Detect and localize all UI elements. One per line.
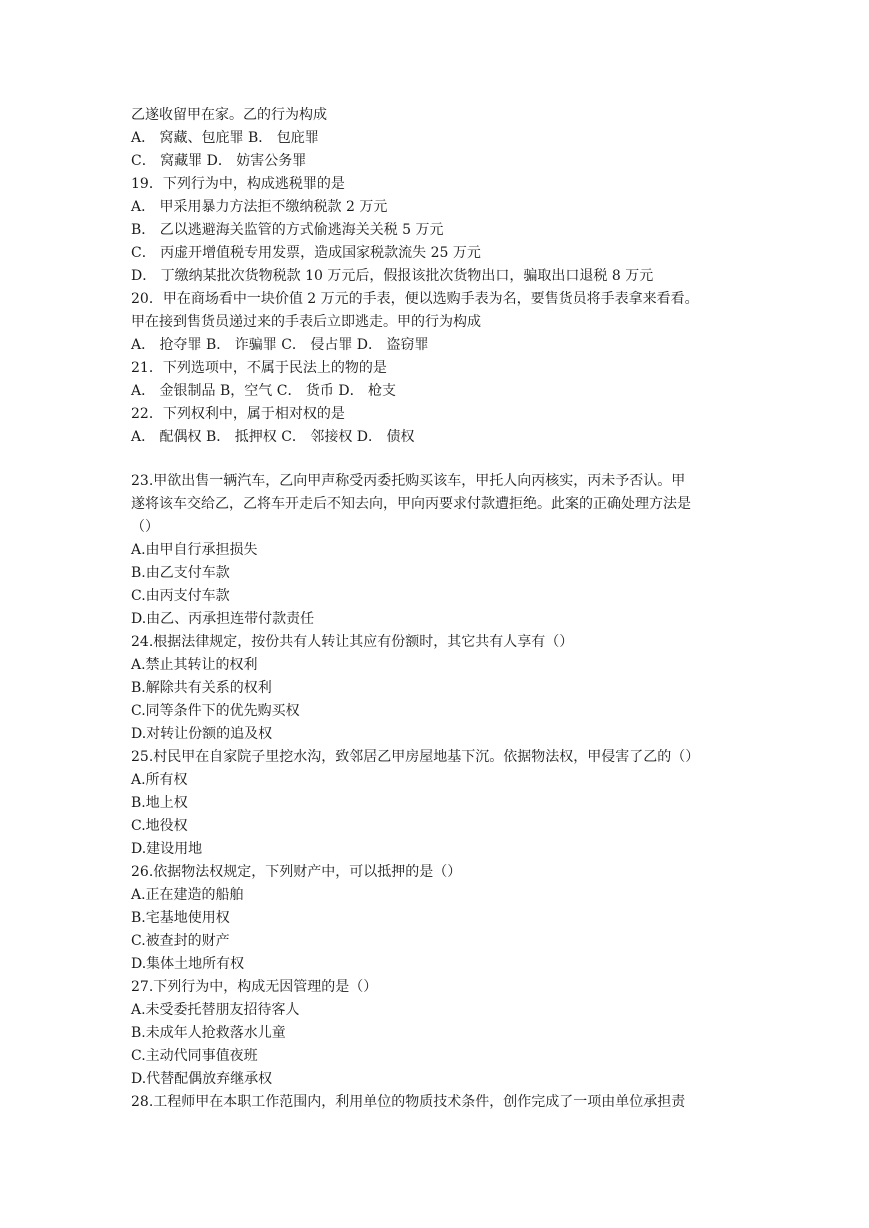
- question-20: 20．甲在商场看中一块价值 2 万元的手表，便以选购手表为名，要售货员将手表拿来看看。: [131, 291, 699, 307]
- text-line: 乙遂收留甲在家。乙的行为构成: [131, 107, 327, 123]
- question-23-option-c: C.由丙支付车款: [131, 588, 230, 604]
- question-27-option-d: D.代替配偶放弃继承权: [131, 1071, 273, 1087]
- question-26-option-d: D.集体土地所有权: [131, 956, 245, 972]
- question-22: 22．下列权利中，属于相对权的是: [131, 406, 345, 422]
- question-23-option-b: B.由乙支付车款: [131, 565, 230, 581]
- question-21-options: A． 金银制品 B，空气 C． 货币 D． 枪支: [131, 383, 397, 399]
- document-body: [131, 104, 743, 1114]
- question-26-option-b: B.宅基地使用权: [131, 910, 230, 926]
- question-27-option-a: A.未受委托替朋友招待客人: [131, 1002, 300, 1018]
- question-20-cont: 甲在接到售货员递过来的手表后立即逃走。甲的行为构成: [131, 314, 481, 330]
- question-26: 26.依据物法权规定，下列财产中，可以抵押的是（）: [131, 864, 462, 880]
- question-21: 21．下列选项中，不属于民法上的物的是: [131, 360, 387, 376]
- question-26-option-a: A.正在建造的船舶: [131, 887, 244, 903]
- question-27-option-c: C.主动代同事值夜班: [131, 1048, 258, 1064]
- question-24-option-d: D.对转让份额的追及权: [131, 726, 273, 742]
- question-27: 27.下列行为中，构成无因管理的是（）: [131, 979, 378, 995]
- question-18-options-ab: A． 窝藏、包庇罪 B． 包庇罪: [131, 130, 319, 146]
- question-25-option-a: A.所有权: [131, 772, 188, 788]
- question-24-option-c: C.同等条件下的优先购买权: [131, 703, 300, 719]
- question-25-option-c: C.地役权: [131, 818, 188, 834]
- question-23-option-a: A.由甲自行承担损失: [131, 542, 258, 558]
- question-22-options: A． 配偶权 B． 抵押权 C． 邻接权 D． 债权: [131, 429, 415, 445]
- question-24: 24.根据法律规定，按份共有人转让其应有份额时，其它共有人享有（）: [131, 634, 574, 650]
- question-19-option-c: C． 丙虚开增值税专用发票，造成国家税款流失 25 万元: [131, 245, 481, 261]
- question-18-options-cd: C． 窝藏罪 D． 妨害公务罪: [131, 153, 307, 169]
- question-23: 23.甲欲出售一辆汽车，乙向甲声称受丙委托购买该车，甲托人向丙核实，丙未予否认。甲: [131, 473, 686, 489]
- question-23-option-d: D.由乙、丙承担连带付款责任: [131, 611, 315, 627]
- question-25-option-b: B.地上权: [131, 795, 188, 811]
- question-28: 28.工程师甲在本职工作范围内，利用单位的物质技术条件，创作完成了一项由单位承担责: [131, 1094, 686, 1110]
- question-20-options: A． 抢夺罪 B． 诈骗罪 C． 侵占罪 D． 盗窃罪: [131, 337, 429, 353]
- question-19-option-d: D． 丁缴纳某批次货物税款 10 万元后，假报该批次货物出口，骗取出口退税 8 万元: [131, 268, 654, 284]
- question-19: 19．下列行为中，构成逃税罪的是: [131, 176, 345, 192]
- question-19-option-a: A． 甲采用暴力方法拒不缴纳税款 2 万元: [131, 199, 388, 215]
- question-25-option-d: D.建设用地: [131, 841, 203, 857]
- question-23-cont: 遂将该车交给乙，乙将车开走后不知去向，甲向丙要求付款遭拒绝。此案的正确处理方法是: [131, 496, 691, 512]
- question-23-blank: （）: [131, 519, 159, 535]
- question-19-option-b: B． 乙以逃避海关监管的方式偷逃海关关税 5 万元: [131, 222, 444, 238]
- question-24-option-b: B.解除共有关系的权利: [131, 680, 272, 696]
- question-27-option-b: B.未成年人抢救落水儿童: [131, 1025, 286, 1041]
- question-24-option-a: A.禁止其转让的权利: [131, 657, 258, 673]
- question-26-option-c: C.被查封的财产: [131, 933, 230, 949]
- question-25: 25.村民甲在自家院子里挖水沟，致邻居乙甲房屋地基下沉。依据物法权，甲侵害了乙的（）: [131, 749, 700, 765]
- paragraph-gap: [131, 449, 743, 470]
